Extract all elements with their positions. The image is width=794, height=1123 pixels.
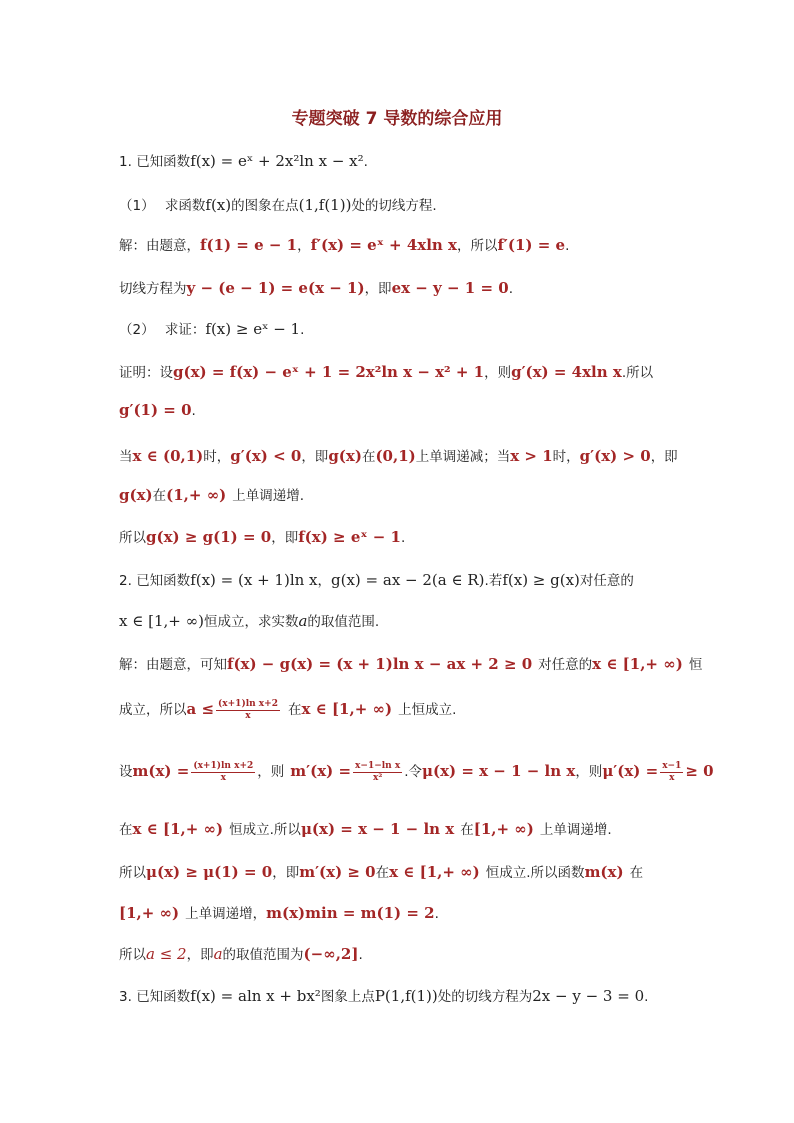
answer-formula: f(x) − g(x) = (x + 1)ln x − ax + 2 ≥ 0 (227, 655, 533, 673)
fraction (191, 761, 255, 784)
answer-formula: f′(1) = e (497, 236, 566, 254)
part-text: 求函数 (164, 198, 206, 214)
proof-text: 时， (203, 449, 231, 465)
question-text: 的取值范围. (307, 614, 380, 630)
answer-formula: ≥ 0 (685, 762, 714, 780)
solution-line-2 (119, 277, 513, 297)
answer-formula: x ∈ [1,+ ∞) (592, 655, 683, 673)
answer-formula: (1,+ ∞) (166, 486, 227, 504)
fraction-denominator: x² (372, 772, 383, 783)
solution-2-line-6 (119, 902, 439, 922)
punctuation: . (508, 281, 513, 297)
formula: f(x) = aln x + bx² (190, 987, 321, 1005)
question-text: 图象上点 (320, 989, 375, 1005)
formula: f(x) (205, 196, 232, 214)
proof-text: .所以 (621, 365, 654, 381)
solution-text: 切线方程为 (119, 281, 187, 297)
answer-formula: g′(x) = 4xln x (511, 363, 622, 381)
solution-text: ，则 (575, 764, 603, 780)
fraction-numerator: x−1 (662, 760, 682, 771)
question-3 (119, 985, 648, 1005)
punctuation: . (191, 403, 196, 419)
solution-text: 在 (629, 865, 644, 881)
answer-formula: [1,+ ∞) (119, 904, 180, 922)
solution-text: 恒 (688, 657, 703, 673)
answer-formula: m(x)min = m(1) = 2 (266, 904, 435, 922)
answer-formula: g(x) = f(x) − eˣ + 1 = 2x²ln x − x² + 1 (173, 363, 485, 381)
formula: f(x) = (x + 1)ln x (190, 571, 318, 589)
answer-formula: x ∈ [1,+ ∞) (389, 863, 480, 881)
solution-text: 在 (119, 822, 133, 838)
proof-text: 时， (552, 449, 580, 465)
solution-2-line-3 (119, 760, 714, 784)
question-1 (119, 150, 368, 170)
answer-formula: y − (e − 1) = e(x − 1) (186, 279, 365, 297)
solution-2-line-4 (119, 818, 612, 838)
solution-text: 上单调递增， (185, 906, 267, 922)
solution-text: ，即 (186, 947, 214, 963)
page-title: 专题突破 7 导数的综合应用 (291, 109, 503, 129)
proof-line-5 (119, 526, 405, 546)
answer-formula: f(1) = e − 1 (200, 236, 298, 254)
solution-text: ，则 (257, 764, 285, 780)
solution-text: 成立，所以 (119, 702, 187, 718)
fraction-denominator: x (220, 772, 226, 783)
proof-text: ，则 (484, 365, 512, 381)
part-number: （2） (119, 322, 155, 338)
formula: P(1,f(1)) (374, 987, 438, 1005)
question-text: 已知函数 (136, 989, 191, 1005)
formula: a (298, 612, 308, 630)
answer-formula: a (213, 945, 223, 963)
solution-text: 的取值范围为 (222, 947, 304, 963)
formula: (1,f(1)) (298, 196, 352, 214)
formula: x ∈ [1,+ ∞) (119, 612, 204, 630)
solution-text: 所以 (119, 947, 146, 963)
answer-formula: x ∈ [1,+ ∞) (301, 700, 393, 718)
answer-formula: m(x) (584, 863, 624, 881)
solution-text: 上恒成立. (398, 702, 457, 718)
function-formula: f(x) = eˣ + 2x²ln x − x² (190, 152, 364, 170)
punctuation: . (644, 989, 649, 1005)
proof-text: 所以 (119, 530, 146, 546)
answer-formula: [1,+ ∞) (473, 820, 534, 838)
formula: g(x) = ax − 2(a ∈ R) (331, 571, 485, 589)
proof-text: ，即 (271, 530, 299, 546)
proof-text: 在 (361, 449, 376, 465)
solution-text: 在 (287, 702, 302, 718)
solution-text: 设 (119, 764, 133, 780)
proof-line-1 (119, 361, 653, 381)
solution-line-1 (119, 234, 569, 254)
answer-formula: μ(x) ≥ μ(1) = 0 (146, 863, 273, 881)
answer-formula: x > 1 (510, 447, 553, 465)
part-text: 的图象在点 (231, 198, 299, 214)
fraction-denominator: x (245, 710, 251, 721)
answer-formula: f′(x) = eˣ + 4xln x (310, 236, 457, 254)
punctuation: ， (297, 238, 311, 254)
answer-formula: μ′(x) = (602, 762, 659, 780)
question-text: 处的切线方程为 (437, 989, 533, 1005)
answer-formula: m(x) = (132, 762, 190, 780)
solution-text: .令 (404, 764, 422, 780)
answer-formula: g′(1) = 0 (119, 401, 192, 419)
solution-text: 解：由题意， (119, 238, 200, 254)
formula: f(x) ≥ g(x) (502, 571, 580, 589)
solution-text: 所以 (119, 865, 146, 881)
answer-formula: g(x) (328, 447, 362, 465)
solution-text: ，即 (364, 281, 392, 297)
question-1-part-1 (119, 194, 437, 214)
answer-formula: g(x) (119, 486, 153, 504)
answer-formula: (−∞,2] (303, 945, 359, 963)
part-number: （1） (119, 198, 155, 214)
proof-text: 在 (152, 488, 167, 504)
punctuation: . (363, 154, 368, 170)
answer-formula: m′(x) ≥ 0 (299, 863, 376, 881)
proof-text: 当 (119, 449, 133, 465)
proof-text: ，即 (650, 449, 678, 465)
fraction (353, 761, 402, 784)
fraction-numerator: (x+1)ln x+2 (218, 698, 278, 709)
solution-text: ，即 (272, 865, 300, 881)
part-text: 求证： (164, 322, 206, 338)
solution-2-line-7 (119, 943, 363, 963)
answer-formula: (0,1) (375, 447, 416, 465)
question-text: .若 (484, 573, 503, 589)
fraction (216, 699, 280, 722)
formula: f(x) ≥ eˣ − 1 (205, 320, 301, 338)
solution-text: ，所以 (456, 238, 498, 254)
answer-formula: g′(x) > 0 (579, 447, 651, 465)
punctuation: . (400, 530, 406, 546)
punctuation: ， (317, 573, 332, 589)
answer-formula: m′(x) = (290, 762, 352, 780)
question-text: 对任意的 (579, 573, 634, 589)
punctuation: . (300, 322, 305, 338)
solution-text: 对任意的 (538, 657, 593, 673)
fraction-numerator: (x+1)ln x+2 (193, 760, 254, 771)
answer-formula: ex − y − 1 = 0 (391, 279, 509, 297)
formula: 2x − y − 3 = 0 (532, 987, 645, 1005)
answer-formula: a ≤ (186, 700, 215, 718)
question-2-line-2 (119, 610, 379, 630)
solution-2-line-5 (119, 861, 643, 881)
answer-formula: x ∈ (0,1) (132, 447, 204, 465)
question-number: 1. (119, 154, 132, 170)
proof-text: ，即 (301, 449, 329, 465)
answer-formula: μ(x) = x − 1 − ln x (422, 762, 576, 780)
question-2 (119, 569, 634, 589)
question-text: 已知函数 (136, 154, 191, 170)
answer-formula: g(x) ≥ g(1) = 0 (146, 528, 272, 546)
fraction-denominator: x (669, 772, 675, 783)
solution-text: 解：由题意，可知 (119, 657, 227, 673)
solution-text: 在 (460, 822, 474, 838)
punctuation: . (358, 947, 363, 963)
part-text: 处的切线方程. (351, 198, 437, 214)
proof-line-3 (119, 445, 678, 465)
solution-text: 在 (375, 865, 390, 881)
question-text: 已知函数 (136, 573, 191, 589)
question-number: 2. (119, 573, 132, 589)
solution-2-line-1 (119, 653, 702, 673)
solution-text: 恒成立.所以 (229, 822, 301, 838)
fraction-numerator: x−1−ln x (355, 760, 401, 771)
answer-formula: a ≤ 2 (146, 945, 187, 963)
answer-formula: g′(x) < 0 (230, 447, 302, 465)
answer-formula: μ(x) = x − 1 − ln x (300, 820, 455, 838)
answer-formula: x ∈ [1,+ ∞) (132, 820, 224, 838)
answer-formula: f(x) ≥ eˣ − 1 (298, 528, 401, 546)
solution-text: 恒成立.所以函数 (485, 865, 585, 881)
proof-line-2 (119, 401, 196, 419)
proof-text: 上单调递减；当 (415, 449, 511, 465)
punctuation: . (565, 238, 570, 254)
punctuation: . (434, 906, 439, 922)
solution-text: 上单调递增. (539, 822, 612, 838)
proof-text: 证明：设 (119, 365, 173, 381)
question-1-part-2 (119, 318, 304, 338)
proof-text: 上单调递增. (232, 488, 305, 504)
proof-line-4 (119, 484, 304, 504)
question-number: 3. (119, 989, 132, 1005)
solution-2-line-2 (119, 698, 456, 722)
fraction (660, 761, 683, 784)
question-text: 恒成立，求实数 (203, 614, 299, 630)
